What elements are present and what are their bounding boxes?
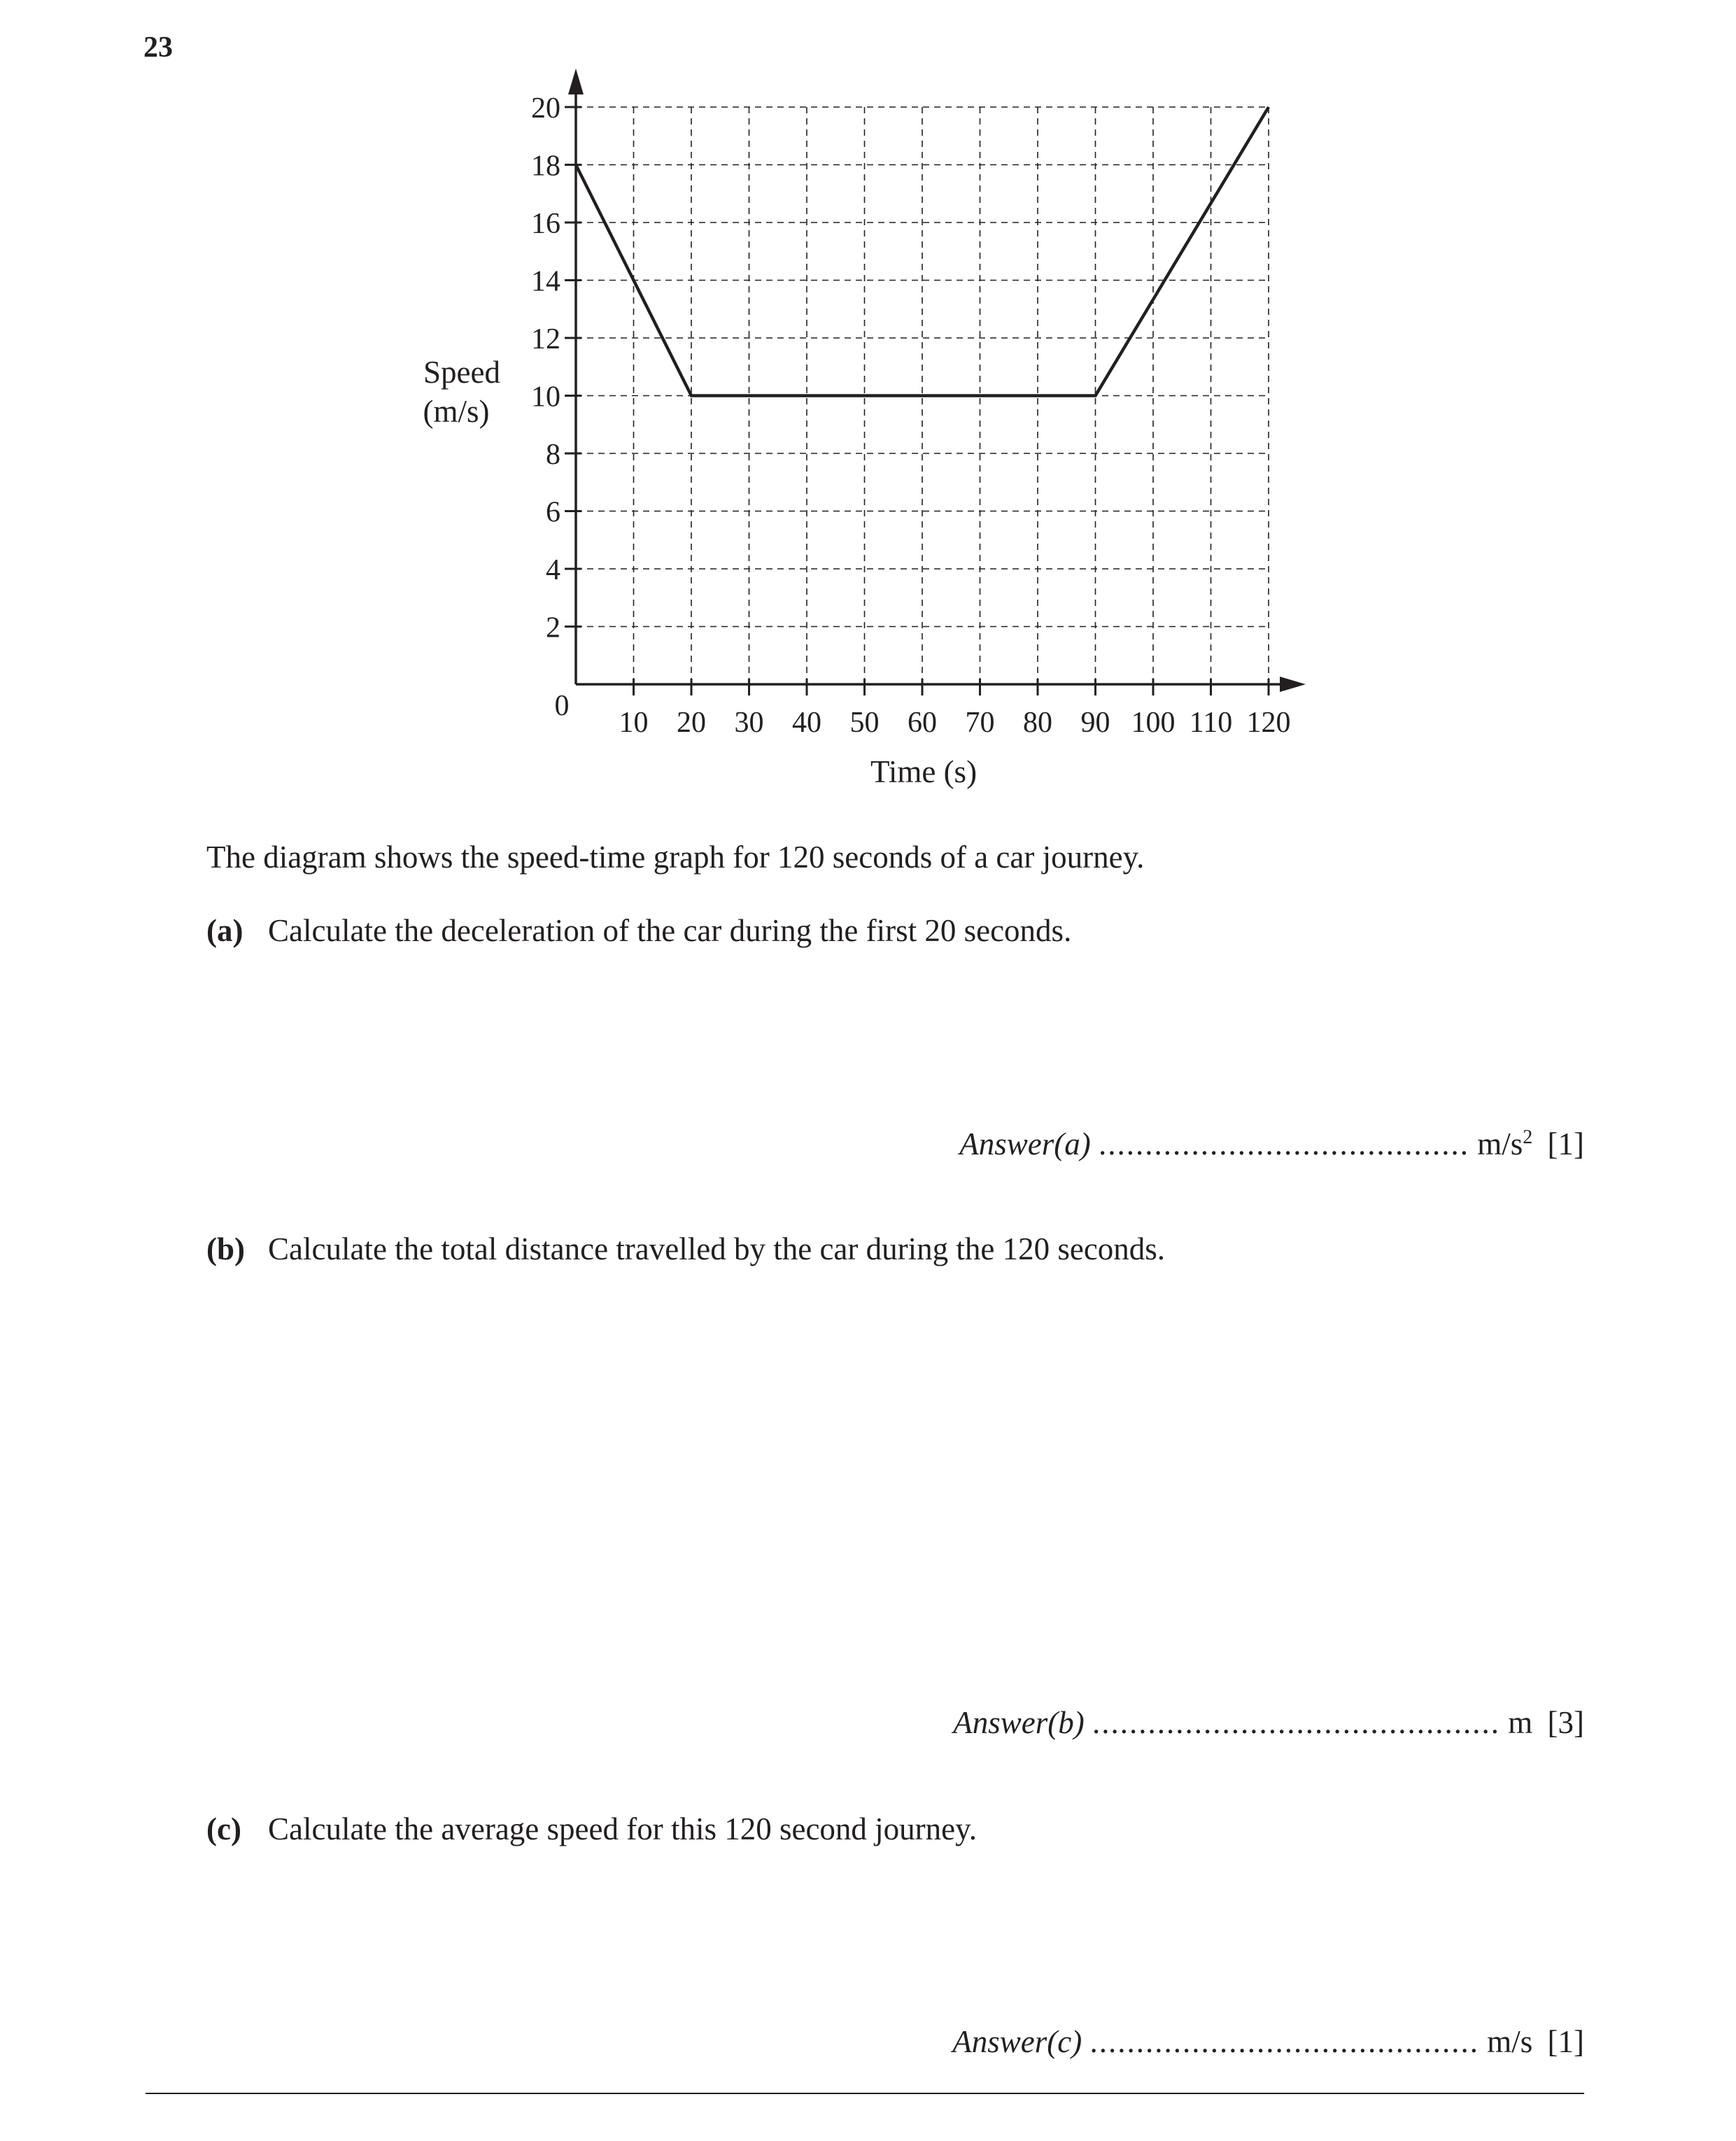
answer-a-unit: m/s <box>1477 1126 1523 1161</box>
part-a-text: Calculate the deceleration of the car during the first 20 seconds. <box>268 913 1072 948</box>
speed-time-chart <box>0 0 1736 840</box>
answer-a-marks: [1] <box>1547 1126 1584 1161</box>
x-tick-label-80: 80 <box>1023 707 1052 739</box>
answer-a-line <box>959 1128 1584 1160</box>
answer-c-marks: [1] <box>1547 2024 1584 2059</box>
answer-c-field[interactable]: .......................................... <box>1089 2024 1479 2059</box>
part-b-label: (b) <box>206 1231 245 1266</box>
x-tick-label-90: 90 <box>1080 707 1110 739</box>
x-tick-label-60: 60 <box>908 707 937 739</box>
y-tick-label-4: 4 <box>546 554 560 586</box>
part-a-label: (a) <box>206 913 244 948</box>
bottom-rule <box>146 2093 1584 2094</box>
answer-b-label: Answer(b) <box>953 1705 1085 1740</box>
y-tick-label-2: 2 <box>546 612 560 644</box>
answer-b-unit: m <box>1508 1705 1533 1740</box>
series-line-0 <box>576 107 1269 396</box>
y-tick-label-6: 6 <box>546 496 560 529</box>
x-tick-label-100: 100 <box>1131 707 1176 739</box>
y-tick-label-8: 8 <box>546 439 560 471</box>
x-tick-label-120: 120 <box>1246 707 1291 739</box>
x-tick-label-10: 10 <box>619 707 649 739</box>
y-tick-label-10: 10 <box>531 381 560 414</box>
answer-c-label: Answer(c) <box>952 2024 1082 2059</box>
question-b <box>206 1231 1166 1266</box>
y-tick-label-20: 20 <box>531 92 560 125</box>
y-tick-label-12: 12 <box>531 323 560 355</box>
question-a <box>206 915 1071 947</box>
intro-text: The diagram shows the speed-time graph for 120 seconds of a car journey. <box>206 840 1145 875</box>
part-b-text: Calculate the total distance travelled by the car during the 120 seconds. <box>268 1231 1166 1266</box>
x-tick-label-50: 50 <box>849 707 880 739</box>
part-c-text: Calculate the average speed for this 120 second journey. <box>268 1811 977 1846</box>
answer-a-unit-sup: 2 <box>1523 1126 1533 1148</box>
x-tick-label-30: 30 <box>734 707 764 739</box>
answer-a-field[interactable]: ........................................ <box>1098 1126 1469 1161</box>
x-axis-label: Time (s) <box>870 754 978 789</box>
x-tick-label-110: 110 <box>1189 707 1233 739</box>
question-c <box>206 1811 977 1846</box>
origin-label: 0 <box>554 690 570 722</box>
y-tick-label-18: 18 <box>531 150 560 183</box>
y-tick-label-14: 14 <box>531 265 560 298</box>
page-number: 23 <box>143 31 173 64</box>
answer-c-unit: m/s <box>1487 2024 1533 2059</box>
answer-c-line <box>952 2026 1584 2058</box>
x-tick-label-70: 70 <box>965 707 995 739</box>
chart-axes <box>568 69 1306 692</box>
y-axis-label-line1: Speed <box>423 355 500 390</box>
answer-b-marks: [3] <box>1547 1705 1584 1740</box>
x-axis-arrowhead <box>1280 677 1306 692</box>
answer-b-field[interactable]: ............................................ <box>1092 1705 1500 1740</box>
y-tick-label-16: 16 <box>531 208 560 240</box>
x-tick-label-40: 40 <box>792 707 821 739</box>
y-axis-arrowhead <box>568 69 584 94</box>
answer-a-label: Answer(a) <box>959 1126 1091 1161</box>
x-tick-label-20: 20 <box>677 707 706 739</box>
chart-ticks <box>531 92 1291 739</box>
part-c-label: (c) <box>206 1811 241 1846</box>
answer-b-line <box>953 1707 1584 1739</box>
chart-series <box>576 107 1269 396</box>
y-axis-label-line2: (m/s) <box>423 394 490 429</box>
